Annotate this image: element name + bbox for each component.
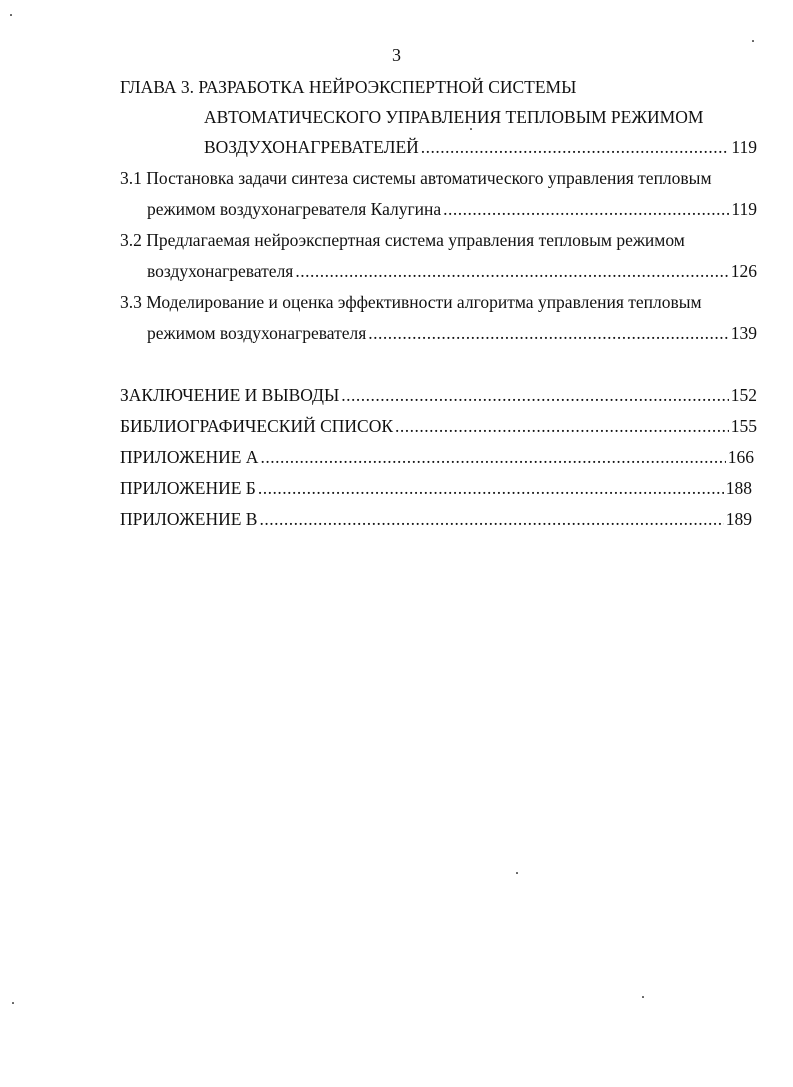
dot-leader xyxy=(295,260,728,282)
toc-entry-page: 155 xyxy=(730,416,757,436)
toc-entry-title: ПРИЛОЖЕНИЕ Б xyxy=(120,478,256,498)
toc-entry-page: 188 xyxy=(725,478,752,498)
section-3-1-line-2[interactable] xyxy=(147,198,757,220)
dot-leader xyxy=(421,136,730,158)
dot-leader xyxy=(258,477,724,499)
section-3-2-line-2[interactable] xyxy=(147,260,757,282)
chapter-3-title-line-1: ГЛАВА 3. РАЗРАБОТКА НЕЙРОЭКСПЕРТНОЙ СИСТЕМЫ xyxy=(120,77,577,97)
toc-entry-page: 166 xyxy=(727,447,754,467)
section-3-2-text: воздухонагревателя xyxy=(147,261,294,281)
chapter-3-title-line-2: АВТОМАТИЧЕСКОГО УПРАВЛЕНИЯ ТЕПЛОВЫМ РЕЖИМОМ xyxy=(204,107,704,127)
dot-leader xyxy=(443,198,729,220)
dot-leader xyxy=(395,415,729,437)
toc-entry-bibliography[interactable] xyxy=(120,415,757,437)
toc-entry-title: БИБЛИОГРАФИЧЕСКИЙ СПИСОК xyxy=(120,416,394,436)
section-3-1-line-1: 3.1 Постановка задачи синтеза системы автоматического управления тепловым xyxy=(120,168,712,188)
toc-entry-appendix-b[interactable] xyxy=(120,477,752,499)
section-3-3-text: режимом воздухонагревателя xyxy=(147,323,367,343)
dot-leader xyxy=(341,384,728,406)
dot-leader xyxy=(368,322,728,344)
section-3-1-text: режимом воздухонагревателя Калугина xyxy=(147,199,442,219)
toc-entry-title: ПРИЛОЖЕНИЕ В xyxy=(120,509,258,529)
section-3-3-line-2[interactable] xyxy=(147,322,757,344)
dot-leader xyxy=(260,446,725,468)
section-3-3-page: 139 xyxy=(730,323,757,343)
toc-entry-page: 152 xyxy=(730,385,757,405)
toc-entry-appendix-v[interactable] xyxy=(120,508,752,530)
toc-entry-title: ЗАКЛЮЧЕНИЕ И ВЫВОДЫ xyxy=(120,385,340,405)
dot-leader xyxy=(259,508,723,530)
chapter-3-title-text: ВОЗДУХОНАГРЕВАТЕЛЕЙ xyxy=(204,137,419,157)
page-number: 3 xyxy=(392,45,401,65)
toc-entry-appendix-a[interactable] xyxy=(120,446,754,468)
chapter-3-title-line-3[interactable] xyxy=(204,136,757,158)
toc-entry-page: 189 xyxy=(725,509,752,529)
section-3-3-line-1: 3.3 Моделирование и оценка эффективности алгоритма управления тепловым xyxy=(120,292,702,312)
chapter-3-page: 119 xyxy=(731,137,757,157)
section-3-1-page: 119 xyxy=(731,199,757,219)
toc-entry-conclusion[interactable] xyxy=(120,384,757,406)
section-3-2-page: 126 xyxy=(730,261,757,281)
section-3-2-line-1: 3.2 Предлагаемая нейроэкспертная система управления тепловым режимом xyxy=(120,230,685,250)
toc-entry-title: ПРИЛОЖЕНИЕ А xyxy=(120,447,259,467)
